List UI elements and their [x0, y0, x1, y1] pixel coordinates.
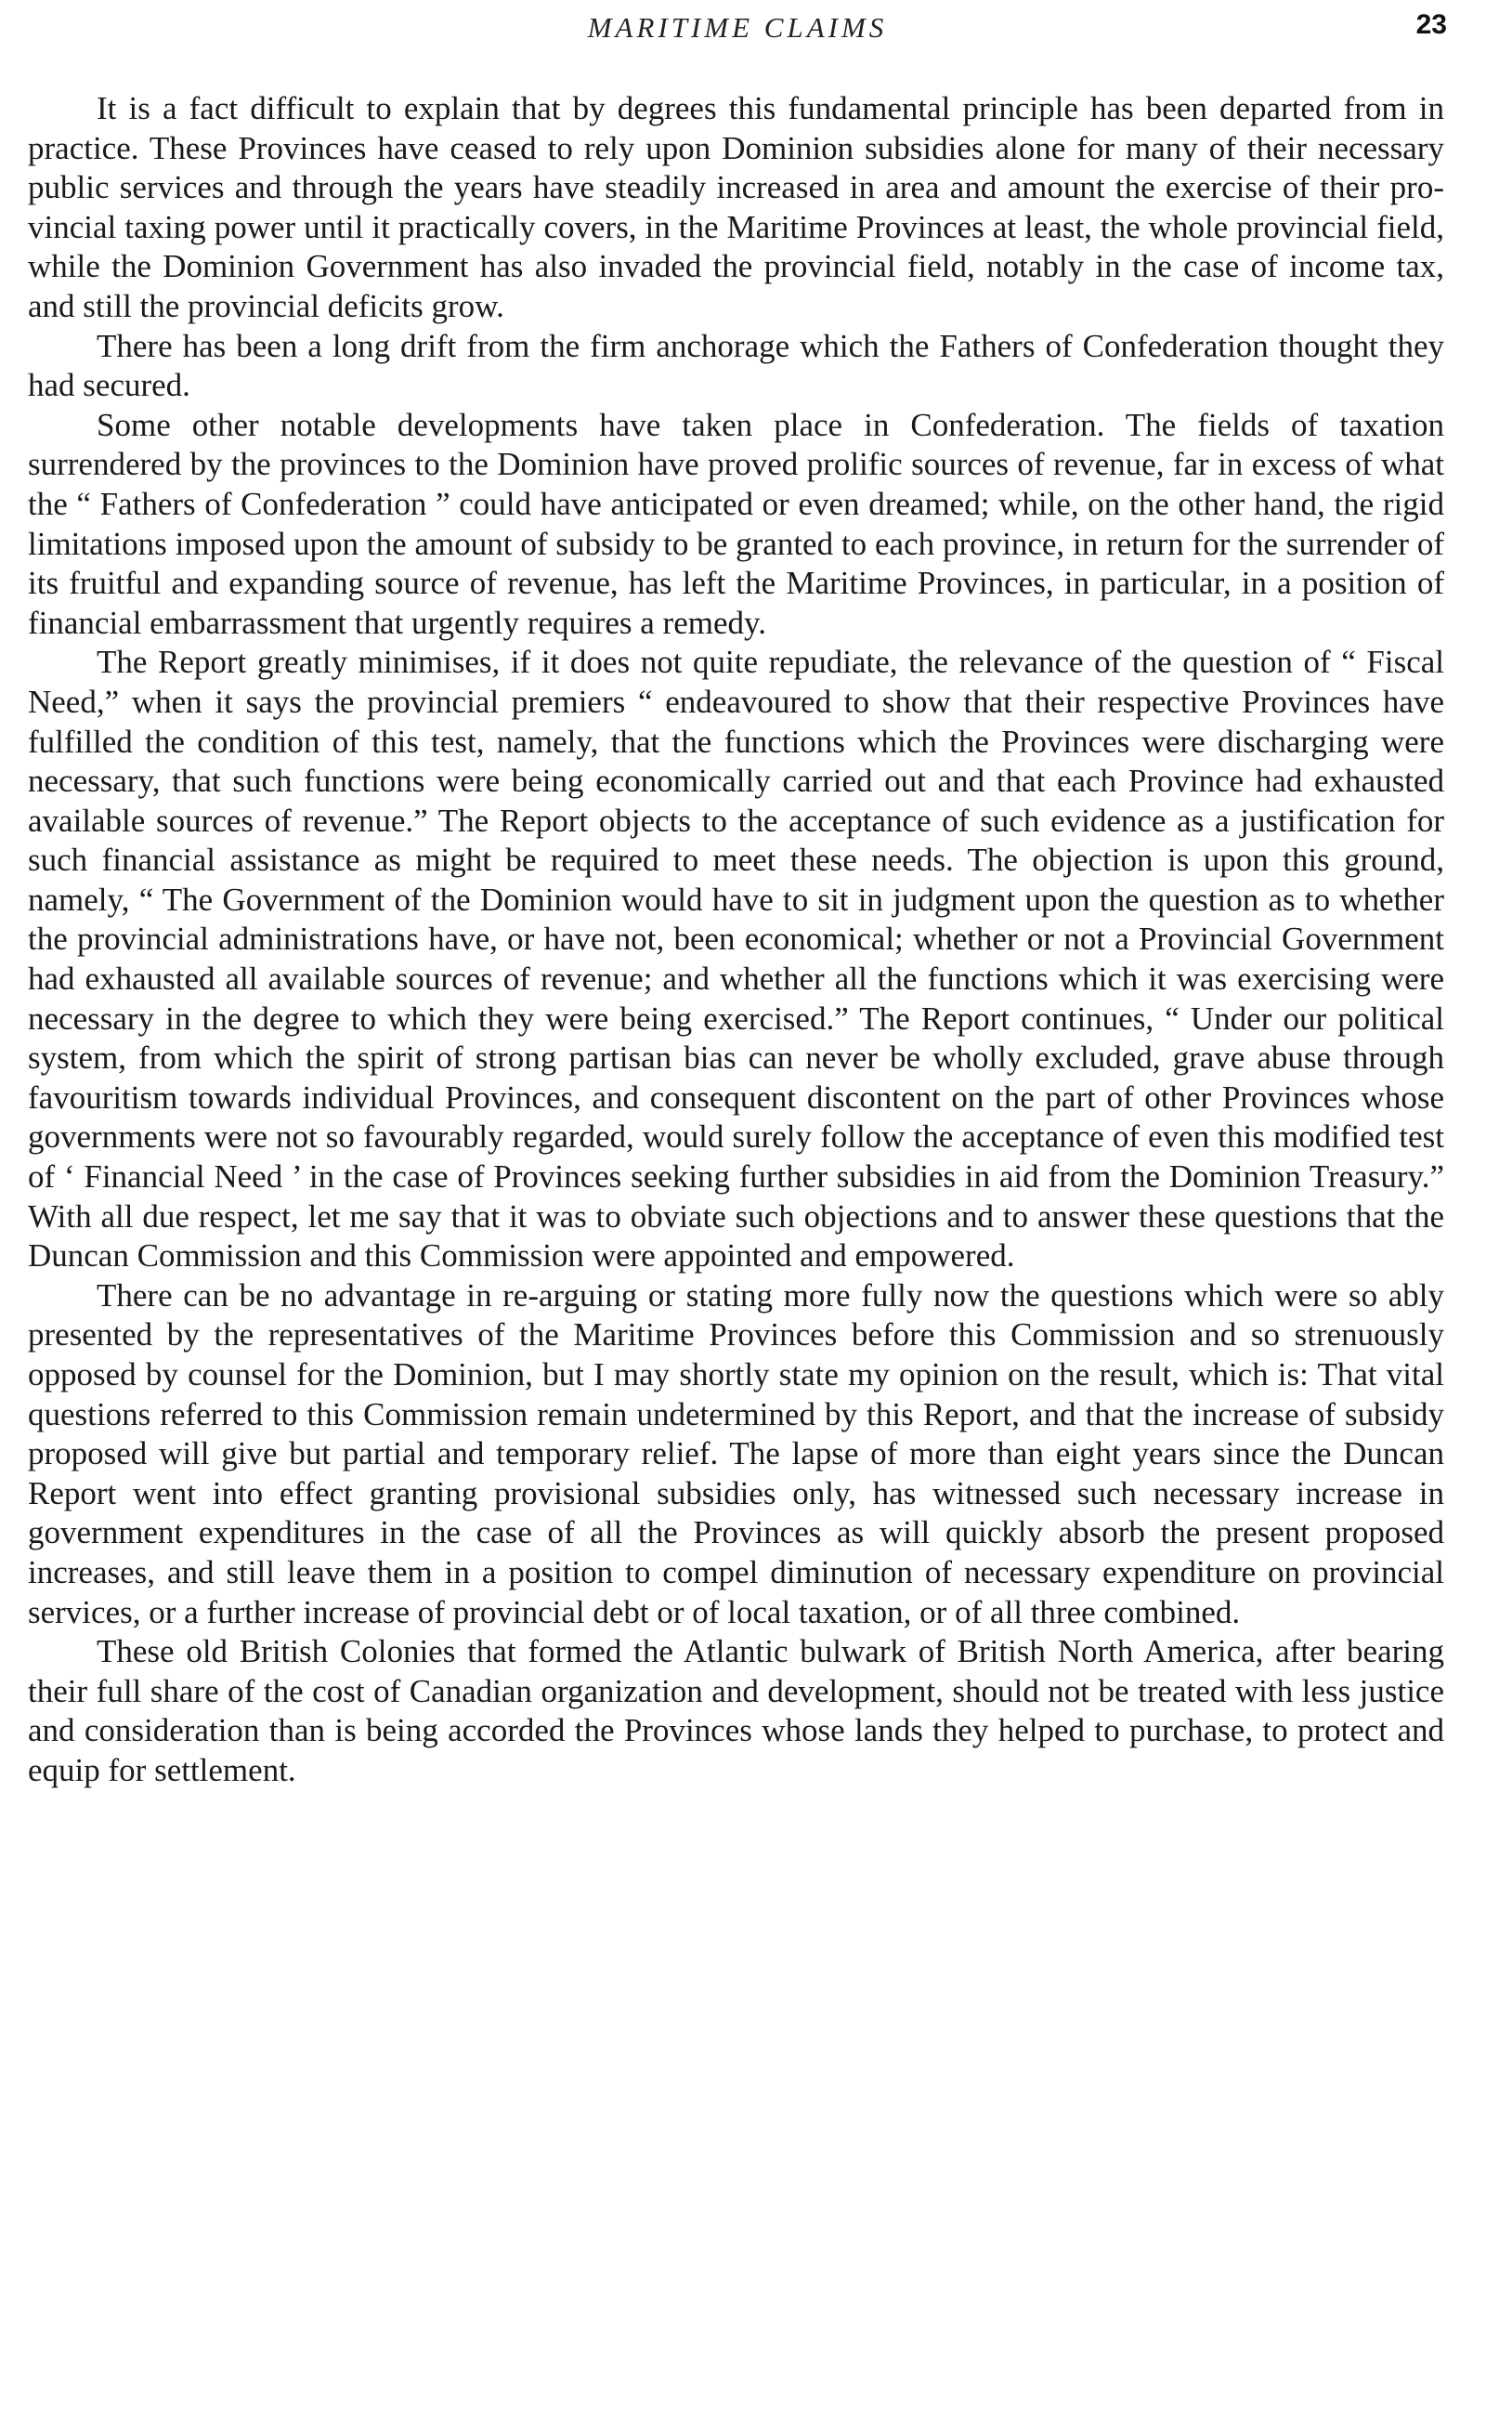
page-header [28, 7, 1447, 48]
paragraph: The Report greatly minimises, if it does not quite repudiate, the relevance of the question of “ Fiscal Need,” when it says the provincial premiers “ endeavoured to show that their respective Provinces have fulfilled the condition of this test, namely, that the functions which the Provinces were discharging were necessary, that such functions were being economically carried out and that each Province had exhausted available sources of revenue.” The Report objects to the acceptance of such evidence as a justification for such financial assistance as might be required to meet these needs. The objection is upon this ground, namely, “ The Government of the Dominion would have to sit in judgment upon the question as to whether the provincial administrations have, or have not, been economical; whether or not a Provincial Government had exhausted all available sources of revenue; and whether all the functions which it was exercising were necessary in the degree to which they were being exercised.” The Report continues, “ Under our political system, from which the spirit of strong partisan bias can never be wholly excluded, grave abuse through favouritism towards individual Provinces, and consequent discontent on the part of other Provinces whose governments were not so favourably regarded, would surely follow the acceptance of even this modified test of ‘ Financial Need ’ in the case of Provinces seeking further subsidies in aid from the Dominion Treasury.” With all due respect, let me say that it was to obviate such objections and to answer these questions that the Duncan Commission and this Commission were appointed and empowered. [28, 644, 1444, 1275]
paragraph: It is a fact difficult to explain that by degrees this fundamental principle has been departed from in practice. These Provinces have ceased to rely upon Dominion subsidies alone for many of their necessary public services and through the years have steadily increased in area and amount the exercise of their provincial taxing power until it practically covers, in the Maritime Provinces at least, the whole provincial field, while the Dominion Government has also invaded the provincial field, notably in the case of income tax, and still the provincial deficits grow. [28, 90, 1444, 324]
paragraph: These old British Colonies that formed the Atlantic bulwark of British North America, after bearing their full share of the cost of Canadian organization and development, should not be treated with less justice and consideration than is being accorded the Provinces whose lands they helped to purchase, to protect and equip for settlement. [28, 1633, 1444, 1788]
body-text [28, 89, 1444, 1791]
paragraph: Some other notable developments have taken place in Confederation. The fields of taxation surrendered by the provinces to the Dominion have proved prolific sources of revenue, far in excess of what the “ Fathers of Confederation ” could have anticipated or even dreamed; while, on the other hand, the rigid limitations imposed upon the amount of subsidy to be granted to each province, in return for the surrender of its fruitful and expanding source of revenue, has left the Maritime Provinces, in particular, in a position of financial embarrassment that urgently requires a remedy. [28, 406, 1444, 641]
paragraph: There can be no advantage in re-arguing or stating more fully now the questions which were so ably presented by the representatives of the Maritime Provinces before this Commission and so strenuously opposed by counsel for the Dominion, but I may shortly state my opinion on the result, which is: That vital questions referred to this Commission remain undetermined by this Report, and that the increase of subsidy proposed will give but partial and temporary relief. The lapse of more than eight years since the Duncan Report went into effect granting provisional subsidies only, has witnessed such necessary increase in government expenditures in the case of all the Provinces as will quickly absorb the present proposed increases, and still leave them in a position to compel diminution of necessary expenditure on provincial services, or a further increase of provincial debt or of local taxation, or of all three combined. [28, 1276, 1444, 1630]
paragraph: There has been a long drift from the firm anchorage which the Fathers of Confederation thought they had secured. [28, 327, 1444, 404]
running-title: MARITIME CLAIMS [587, 11, 888, 44]
page-number: 23 [1415, 9, 1447, 40]
